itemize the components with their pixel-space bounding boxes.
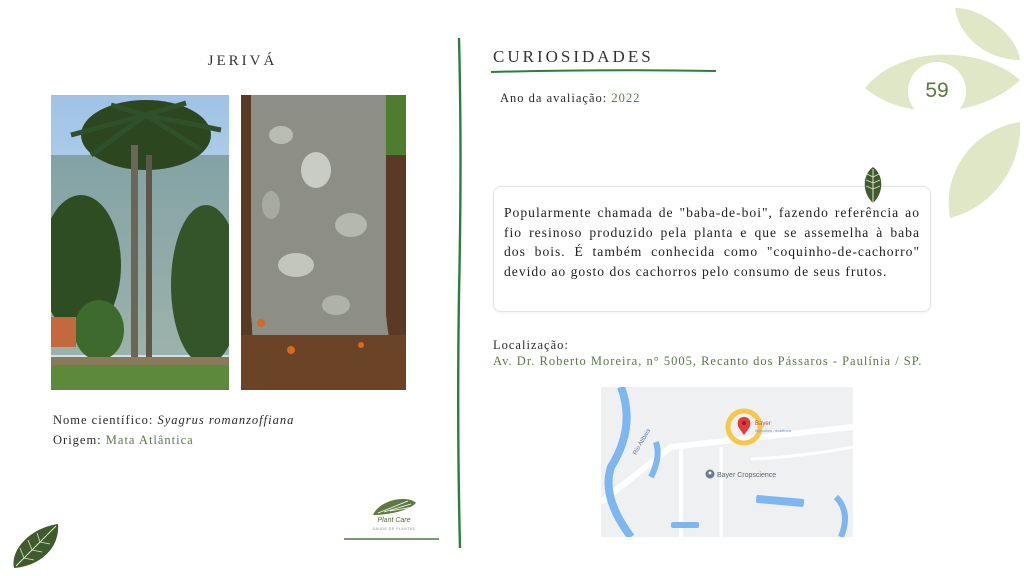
logo-tagline: SAUDE DE PLANTAS (372, 527, 416, 531)
page-number: 59 (908, 62, 966, 120)
origin-value: Mata Atlântica (105, 433, 194, 447)
year-value: 2022 (611, 91, 641, 105)
tree-photo (51, 95, 229, 390)
scientific-name-line (53, 413, 294, 428)
evaluation-year (500, 91, 640, 106)
map-road-label: Rio Atibaia (632, 428, 653, 456)
logo-name: Plant Care (377, 517, 411, 524)
title-underline (491, 67, 716, 75)
year-label: Ano da avaliação: (500, 91, 608, 105)
curiosities-title: CURIOSIDADES (493, 47, 654, 66)
map-pin-sublabel: Agricultura - residência (755, 429, 791, 433)
map-pin-label: Bayer (755, 421, 771, 427)
map-place-label: Bayer Cropscience (717, 472, 777, 479)
scientific-name: Syagrus romanzoffiana (157, 413, 295, 427)
origin-label: Origem: (53, 433, 102, 447)
scientific-label: Nome científico: (53, 413, 154, 427)
location-address: Av. Dr. Roberto Moreira, n° 5005, Recanto dos Pássaros - Paulínia / SP. (493, 354, 923, 368)
logo-underline (344, 538, 439, 540)
center-divider (455, 38, 465, 548)
trunk-photo (241, 95, 406, 390)
leaf-icon (860, 165, 886, 205)
description-text: Popularmente chamada de "baba-de-boi", fazendo referência ao fio resinoso produzido pela planta e que se assemelha à baba dos bois. É também conhecida como "coquinho-de-cachorro" devido ao gosto dos cachorros pelo consumo de seus frutos. (504, 205, 920, 279)
location-label: Localização: (493, 338, 569, 352)
decorative-leaf-icon (10, 520, 62, 570)
location-map[interactable] (601, 387, 853, 537)
plant-title: JERIVÁ (207, 53, 278, 69)
origin-line (53, 433, 194, 448)
